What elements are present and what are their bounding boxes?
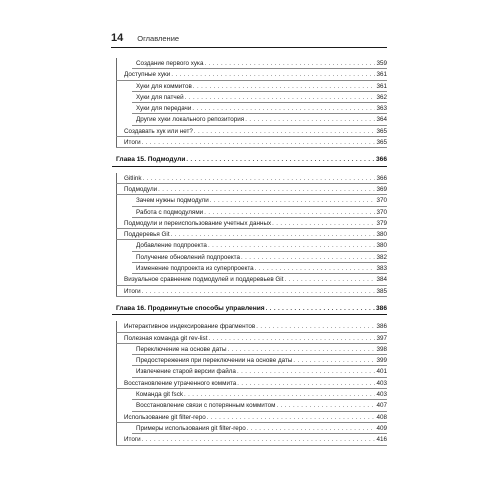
entry-page-number: 361 bbox=[376, 82, 387, 90]
entry-title: Хуки для коммитов bbox=[136, 82, 192, 90]
entry-title: Извлечение старой версии файла bbox=[136, 368, 236, 376]
entry-page-number: 383 bbox=[376, 265, 387, 273]
entry-title: Хуки для передачи bbox=[136, 105, 192, 113]
toc-entry[interactable] bbox=[116, 69, 387, 80]
entry-title: Добавление подпроекта bbox=[136, 242, 207, 250]
entry-page-number: 380 bbox=[376, 242, 387, 250]
toc-entry[interactable] bbox=[116, 321, 387, 332]
dot-leader bbox=[142, 138, 376, 149]
entry-page-number: 370 bbox=[376, 197, 387, 205]
entry-title: Предостережения при переключении на основе даты bbox=[136, 357, 293, 365]
entry-title: Команда git fsck bbox=[136, 391, 183, 399]
toc-section bbox=[116, 58, 387, 148]
toc-subentry[interactable] bbox=[116, 344, 387, 355]
entry-title: Создание первого хука bbox=[136, 60, 204, 67]
entry-title: Получение обновлений подпроекта bbox=[136, 253, 240, 261]
entry-page-number: 398 bbox=[376, 345, 387, 353]
toc-subentry[interactable] bbox=[116, 207, 387, 218]
toc-entry[interactable] bbox=[116, 126, 387, 137]
entry-title: Восстановление утраченного коммита bbox=[124, 379, 237, 387]
toc-entry[interactable] bbox=[116, 137, 387, 148]
entry-page-number: 361 bbox=[376, 71, 387, 79]
entry-page-number: 407 bbox=[376, 402, 387, 410]
entry-title: Доступные хуки bbox=[124, 71, 171, 79]
toc-subentry[interactable] bbox=[116, 366, 387, 377]
entry-page-number: 363 bbox=[376, 105, 387, 113]
entry-title: Переключение на основе даты bbox=[136, 345, 227, 353]
toc-subentry[interactable] bbox=[116, 252, 387, 263]
toc-subentry[interactable] bbox=[116, 81, 387, 92]
running-title: Оглавление bbox=[137, 33, 180, 43]
toc-subentry[interactable] bbox=[116, 389, 387, 400]
entry-title: Полезная команда git rev-list bbox=[124, 334, 208, 342]
entry-page-number: 385 bbox=[376, 287, 387, 295]
entry-title: Интерактивное индексирование фрагментов bbox=[124, 323, 256, 331]
entry-page-number: 370 bbox=[376, 208, 387, 216]
entry-page-number: 397 bbox=[376, 334, 387, 342]
toc-subentry[interactable] bbox=[116, 263, 387, 274]
entry-page-number: 364 bbox=[376, 116, 387, 124]
entry-page-number: 386 bbox=[376, 323, 387, 331]
entry-title: Итоги bbox=[124, 287, 141, 295]
entry-title: Использование git filter-repo bbox=[124, 413, 206, 421]
entry-title: Визуальное сравнение подмодулей и поддеревьев Git bbox=[124, 276, 284, 284]
entry-title: Зачем нужны подмодули bbox=[136, 197, 209, 205]
entry-page-number: 401 bbox=[376, 368, 387, 376]
dot-leader bbox=[186, 154, 375, 166]
entry-title: Gitlink bbox=[124, 174, 142, 182]
entry-page-number: 362 bbox=[376, 93, 387, 101]
entry-page-number: 382 bbox=[376, 253, 387, 261]
entry-title: Другие хуки локального репозитория bbox=[136, 116, 245, 124]
entry-page-number: 399 bbox=[376, 357, 387, 365]
toc-section bbox=[116, 321, 387, 445]
dot-leader bbox=[142, 287, 376, 298]
entry-title: Создавать хук или нет? bbox=[124, 127, 193, 135]
toc-entry[interactable] bbox=[116, 173, 387, 184]
chapter-title: Глава 16. Продвинутые способы управления bbox=[116, 304, 265, 312]
toc-section bbox=[116, 173, 387, 297]
chapter-page-number: 366 bbox=[375, 156, 387, 164]
toc-subentry[interactable] bbox=[116, 355, 387, 366]
dot-leader bbox=[142, 435, 376, 446]
entry-title: Подмодули bbox=[124, 185, 158, 193]
toc-entry[interactable] bbox=[116, 229, 387, 240]
entry-title: Итоги bbox=[124, 139, 141, 147]
entry-page-number: 403 bbox=[376, 391, 387, 399]
toc-subentry[interactable] bbox=[116, 92, 387, 103]
toc-subentry[interactable] bbox=[116, 400, 387, 411]
entry-title: Работа с подмодулями bbox=[136, 208, 204, 216]
entry-title: Итоги bbox=[124, 436, 141, 444]
entry-page-number: 403 bbox=[376, 379, 387, 387]
entry-title: Хуки для патчей bbox=[136, 93, 184, 101]
dot-leader bbox=[266, 303, 375, 315]
chapter-page-number: 386 bbox=[375, 304, 387, 312]
toc-subentry[interactable] bbox=[116, 423, 387, 434]
header-rule bbox=[111, 47, 387, 48]
toc-subentry[interactable] bbox=[116, 114, 387, 125]
page-number: 14 bbox=[111, 32, 124, 44]
entry-page-number: 365 bbox=[376, 139, 387, 147]
entry-page-number: 359 bbox=[376, 60, 387, 67]
toc-entry[interactable] bbox=[116, 218, 387, 229]
page-header bbox=[111, 31, 386, 45]
toc-entry[interactable] bbox=[116, 412, 387, 423]
entry-page-number: 379 bbox=[376, 219, 387, 227]
toc-entry[interactable] bbox=[116, 286, 387, 297]
entry-page-number: 416 bbox=[376, 436, 387, 444]
toc-chapter-heading[interactable] bbox=[116, 303, 387, 315]
toc-entry[interactable] bbox=[116, 333, 387, 344]
table-of-contents bbox=[116, 58, 387, 446]
toc-subentry[interactable] bbox=[116, 58, 387, 69]
toc-subentry[interactable] bbox=[116, 240, 387, 251]
toc-subentry[interactable] bbox=[116, 103, 387, 114]
entry-page-number: 365 bbox=[376, 127, 387, 135]
entry-title: Восстановление связи с потерянным коммитом bbox=[136, 402, 276, 410]
entry-page-number: 380 bbox=[376, 231, 387, 239]
entry-page-number: 408 bbox=[376, 413, 387, 421]
chapter-title: Глава 15. Подмодули bbox=[116, 156, 186, 164]
toc-entry[interactable] bbox=[116, 378, 387, 389]
toc-entry[interactable] bbox=[116, 274, 387, 285]
entry-page-number: 409 bbox=[376, 424, 387, 432]
entry-title: Поддеревья Git bbox=[124, 231, 170, 239]
toc-chapter-heading[interactable] bbox=[116, 154, 387, 166]
toc-entry[interactable] bbox=[116, 184, 387, 195]
entry-page-number: 366 bbox=[376, 174, 387, 182]
entry-title: Примеры использования git filter-repo bbox=[136, 424, 246, 432]
entry-title: Изменение подпроекта из суперпроекта bbox=[136, 265, 254, 273]
toc-subentry[interactable] bbox=[116, 195, 387, 206]
entry-page-number: 369 bbox=[376, 185, 387, 193]
toc-entry[interactable] bbox=[116, 434, 387, 445]
entry-title: Подмодули и переиспользование учетных данных bbox=[124, 219, 272, 227]
entry-page-number: 384 bbox=[376, 276, 387, 284]
